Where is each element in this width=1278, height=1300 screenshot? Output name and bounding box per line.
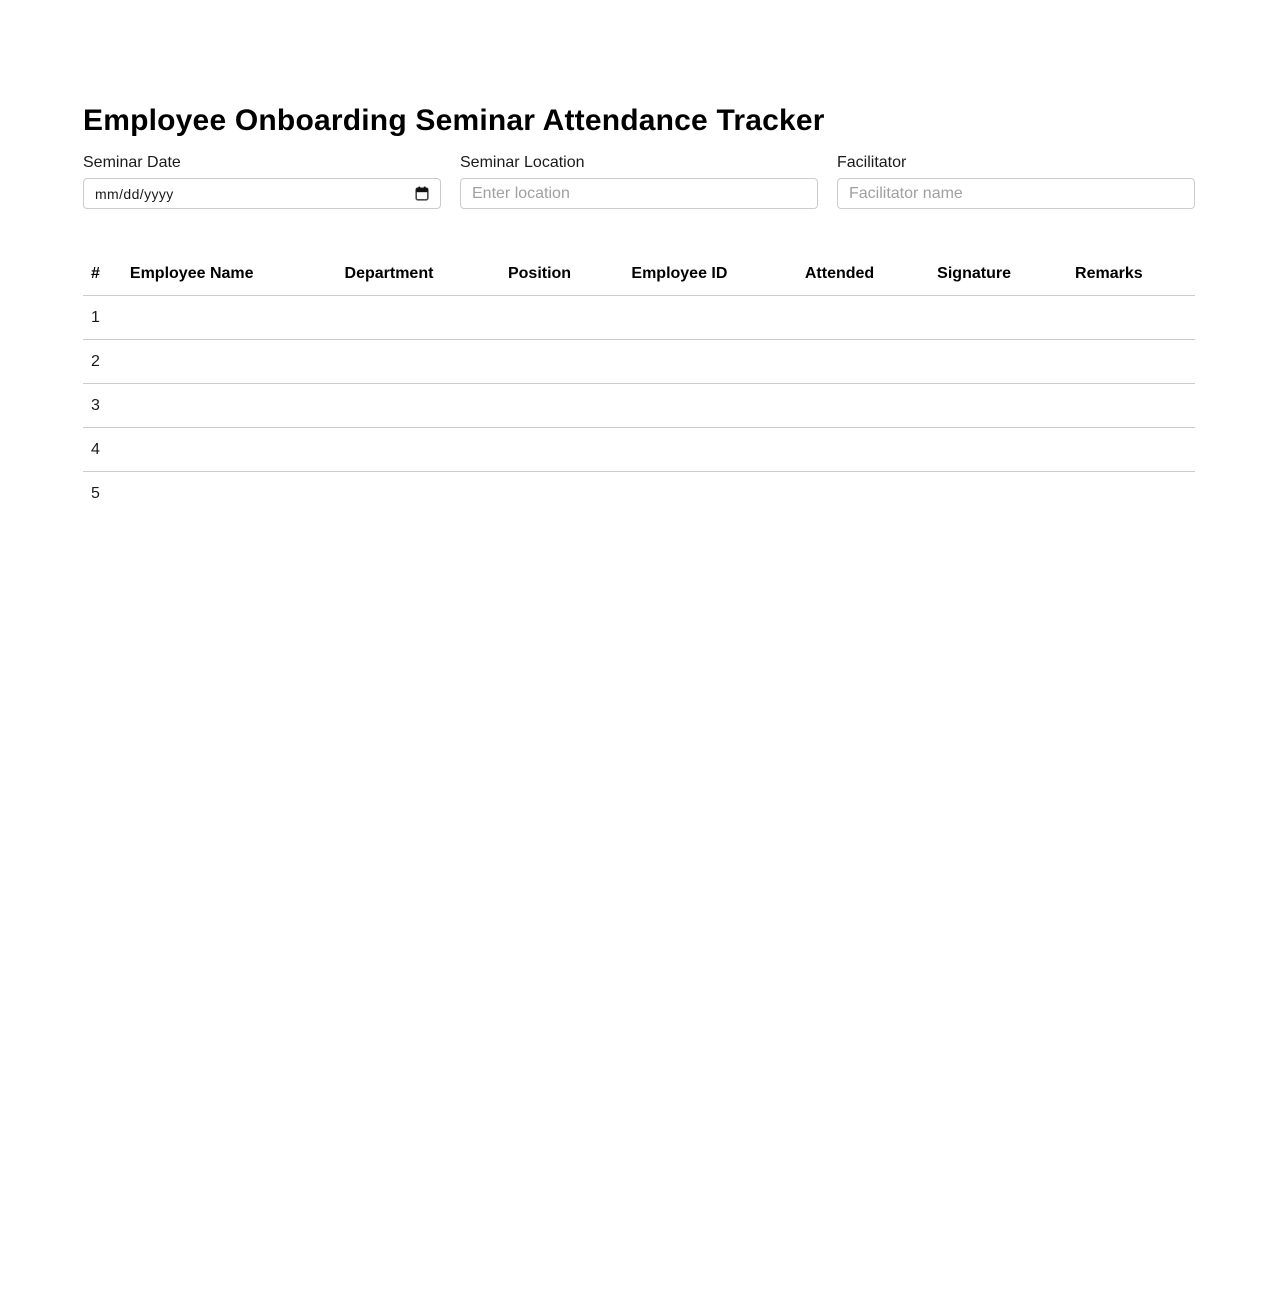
cell-employee-name bbox=[122, 472, 337, 516]
date-placeholder-text: mm/dd/yyyy bbox=[95, 185, 174, 202]
seminar-date-label: Seminar Date bbox=[83, 154, 181, 171]
cell-remarks bbox=[1067, 296, 1195, 340]
cell-row-number: 2 bbox=[83, 340, 122, 384]
cell-attended bbox=[797, 340, 929, 384]
cell-employee-id bbox=[623, 384, 796, 428]
cell-employee-name bbox=[122, 340, 337, 384]
cell-row-number: 1 bbox=[83, 296, 122, 340]
cell-attended bbox=[797, 296, 929, 340]
cell-position bbox=[500, 296, 623, 340]
cell-signature bbox=[929, 296, 1067, 340]
cell-position bbox=[500, 384, 623, 428]
facilitator-label: Facilitator bbox=[837, 154, 907, 171]
cell-department bbox=[337, 428, 500, 472]
cell-department bbox=[337, 340, 500, 384]
column-header-number: # bbox=[83, 256, 122, 296]
cell-employee-name bbox=[122, 296, 337, 340]
cell-row-number: 4 bbox=[83, 428, 122, 472]
cell-remarks bbox=[1067, 340, 1195, 384]
cell-department bbox=[337, 384, 500, 428]
cell-remarks bbox=[1067, 384, 1195, 428]
cell-employee-id bbox=[623, 296, 796, 340]
attendance-table bbox=[83, 256, 1195, 515]
seminar-location-input[interactable] bbox=[460, 178, 818, 209]
table-row bbox=[83, 428, 1195, 472]
table-row bbox=[83, 340, 1195, 384]
cell-department bbox=[337, 296, 500, 340]
table-row bbox=[83, 472, 1195, 516]
cell-row-number: 3 bbox=[83, 384, 122, 428]
cell-employee-name bbox=[122, 428, 337, 472]
facilitator-field bbox=[837, 153, 1195, 209]
cell-signature bbox=[929, 472, 1067, 516]
cell-remarks bbox=[1067, 472, 1195, 516]
cell-employee-id bbox=[623, 340, 796, 384]
cell-position bbox=[500, 428, 623, 472]
table-row bbox=[83, 384, 1195, 428]
column-header-department: Department bbox=[337, 256, 500, 296]
cell-position bbox=[500, 472, 623, 516]
cell-attended bbox=[797, 428, 929, 472]
cell-remarks bbox=[1067, 428, 1195, 472]
seminar-location-field bbox=[460, 153, 818, 209]
column-header-attended: Attended bbox=[797, 256, 929, 296]
cell-attended bbox=[797, 384, 929, 428]
cell-employee-id bbox=[623, 428, 796, 472]
table-row bbox=[83, 296, 1195, 340]
seminar-date-field bbox=[83, 153, 441, 209]
column-header-employee-id: Employee ID bbox=[623, 256, 796, 296]
cell-signature bbox=[929, 340, 1067, 384]
cell-attended bbox=[797, 472, 929, 516]
column-header-employee-name: Employee Name bbox=[122, 256, 337, 296]
page-title: Employee Onboarding Seminar Attendance Tracker bbox=[83, 104, 825, 137]
column-header-position: Position bbox=[500, 256, 623, 296]
seminar-form bbox=[83, 153, 1195, 209]
table-header-row bbox=[83, 256, 1195, 296]
cell-signature bbox=[929, 384, 1067, 428]
seminar-location-label: Seminar Location bbox=[460, 154, 585, 171]
cell-signature bbox=[929, 428, 1067, 472]
calendar-icon[interactable] bbox=[415, 186, 429, 201]
cell-position bbox=[500, 340, 623, 384]
cell-department bbox=[337, 472, 500, 516]
cell-employee-id bbox=[623, 472, 796, 516]
cell-row-number: 5 bbox=[91, 485, 100, 502]
column-header-remarks: Remarks bbox=[1067, 256, 1195, 296]
cell-employee-name bbox=[122, 384, 337, 428]
seminar-date-input[interactable] bbox=[83, 178, 441, 209]
facilitator-input[interactable] bbox=[837, 178, 1195, 209]
column-header-signature: Signature bbox=[929, 256, 1067, 296]
